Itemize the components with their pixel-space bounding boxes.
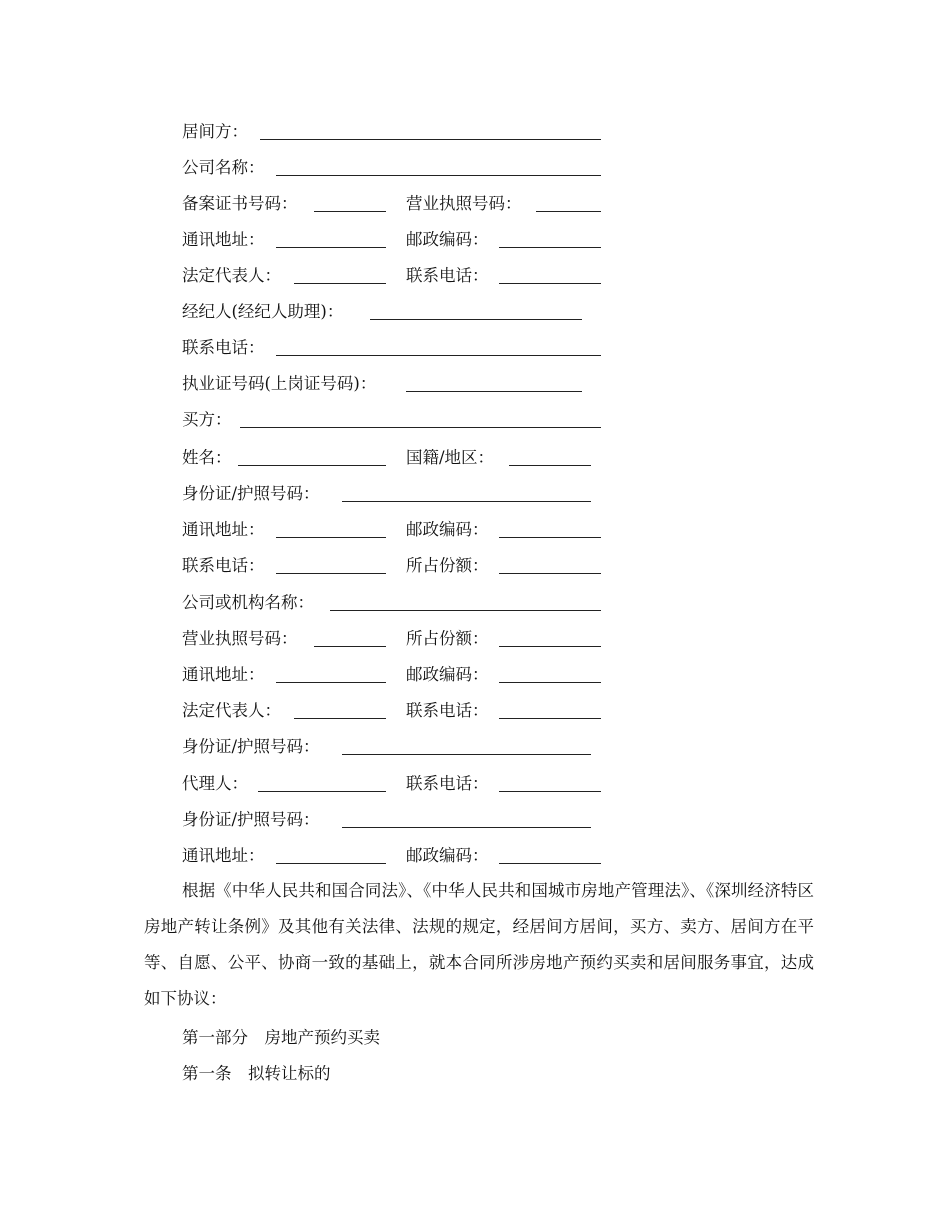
postal-code-blank[interactable] [499,247,601,248]
org-share-blank[interactable] [499,646,601,647]
proxy-label: 代理人： [182,774,248,793]
legal-id-blank[interactable] [342,754,591,755]
org-postal-blank[interactable] [499,682,601,683]
article-heading: 第一条 拟转让标的 [182,1064,331,1083]
record-cert-label: 备案证书号码： [182,194,298,213]
buyer-address-blank[interactable] [276,537,386,538]
buyer-share-label: 所占份额： [406,556,489,575]
org-license-blank[interactable] [314,646,386,647]
buyer-address-label: 通讯地址： [182,520,265,539]
org-share-label: 所占份额： [406,629,489,648]
address-label: 通讯地址： [182,230,265,249]
proxy-address-label: 通讯地址： [182,846,265,865]
business-license-blank[interactable] [536,211,601,212]
proxy-postal-label: 邮政编码： [406,846,489,865]
license-blank[interactable] [406,391,582,392]
buyer-blank[interactable] [240,427,601,428]
org-address-blank[interactable] [276,682,386,683]
buyer-name-blank[interactable] [238,465,386,466]
legal-rep-label: 法定代表人： [182,266,281,285]
legal-rep-blank[interactable] [294,283,386,284]
org-postal-label: 邮政编码： [406,665,489,684]
buyer-id-blank[interactable] [342,501,591,502]
license-label: 执业证号码(上岗证号码)： [182,374,377,393]
buyer-postal-blank[interactable] [499,537,601,538]
buyer-phone-label: 联系电话： [182,556,265,575]
buyer-postal-label: 邮政编码： [406,520,489,539]
nationality-label: 国籍/地区： [406,448,495,467]
company-name-label: 公司名称： [182,158,265,177]
proxy-phone-label: 联系电话： [406,774,489,793]
proxy-postal-blank[interactable] [499,863,601,864]
buyer-phone-blank[interactable] [276,573,386,574]
phone-blank[interactable] [499,283,601,284]
company-name-blank[interactable] [276,175,601,176]
proxy-id-blank[interactable] [342,827,591,828]
agent-blank[interactable] [370,319,582,320]
proxy-address-blank[interactable] [276,863,386,864]
nationality-blank[interactable] [509,465,591,466]
intermediary-blank[interactable] [260,139,601,140]
org-legal-phone-blank[interactable] [499,718,601,719]
postal-code-label: 邮政编码： [406,230,489,249]
part-heading: 第一部分 房地产预约买卖 [182,1028,380,1047]
org-address-label: 通讯地址： [182,665,265,684]
org-legal-label: 法定代表人： [182,701,281,720]
buyer-id-label: 身份证/护照号码： [182,484,320,503]
org-name-label: 公司或机构名称： [182,593,314,612]
business-license-label: 营业执照号码： [406,194,522,213]
proxy-id-label: 身份证/护照号码： [182,810,320,829]
address-blank[interactable] [276,247,386,248]
buyer-label: 买方： [182,410,232,429]
org-legal-blank[interactable] [294,718,386,719]
proxy-blank[interactable] [258,791,386,792]
agent-phone-blank[interactable] [276,355,601,356]
org-name-blank[interactable] [330,610,601,611]
org-license-label: 营业执照号码： [182,629,298,648]
agent-label: 经纪人(经纪人助理)： [182,302,344,321]
buyer-name-label: 姓名： [182,448,232,467]
intermediary-label: 居间方： [182,122,248,141]
phone-label: 联系电话： [406,266,489,285]
buyer-share-blank[interactable] [499,573,601,574]
legal-id-label: 身份证/护照号码： [182,737,320,756]
agent-phone-label: 联系电话： [182,338,265,357]
proxy-phone-blank[interactable] [499,791,601,792]
record-cert-blank[interactable] [314,211,386,212]
org-legal-phone-label: 联系电话： [406,701,489,720]
preamble-paragraph: 根据《中华人民共和国合同法》、《中华人民共和国城市房地产管理法》、《深圳经济特区房地产转让条例》及其他有关法律、法规的规定，经居间方居间，买方、卖方、居间方在平等、自愿、公平、协商一致的基础上，就本合同所涉房地产预约买卖和居间服务事宜，达成如下协议： [144,881,814,1008]
